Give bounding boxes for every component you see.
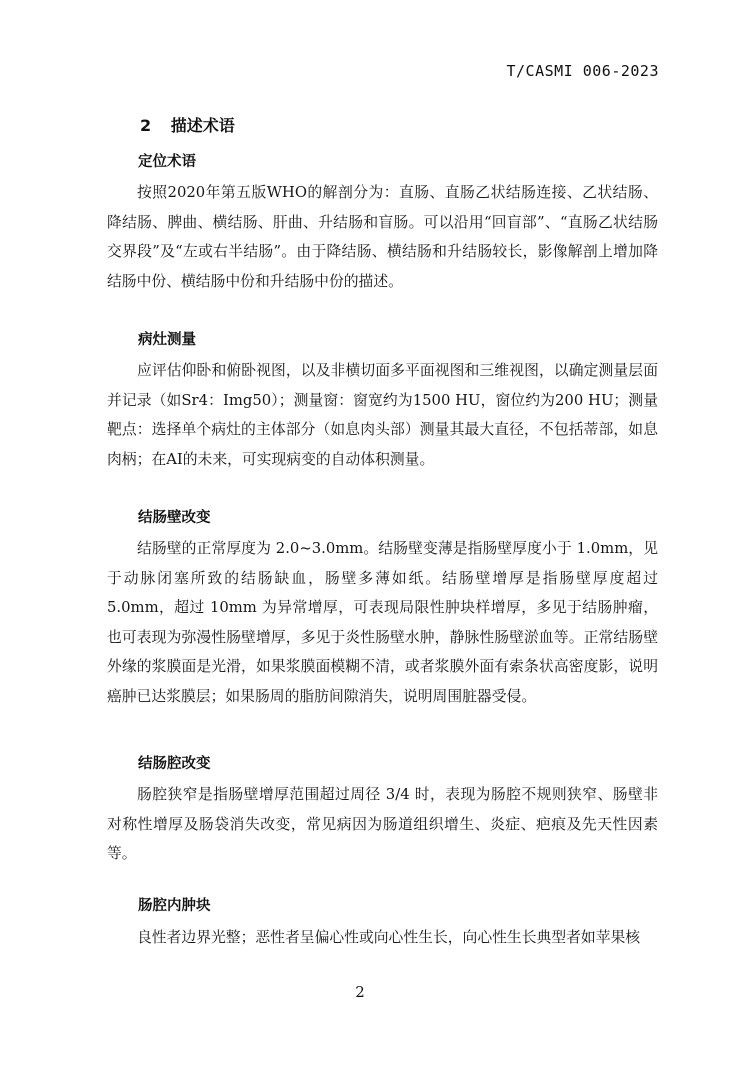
subsection-heading-location-terms: 定位术语 (138, 154, 196, 170)
section-number: 2 (140, 116, 152, 135)
page-number: 2 (355, 983, 365, 1001)
paragraph-lesion-measurement: 应评估仰卧和俯卧视图，以及非横切面多平面视图和三维视图，以确定测量层面并记录（如Sr4：Img50）；测量窗：窗宽约为1500 HU，窗位约为200 HU；测量靶点：选择单个病灶的主体部分（如息肉头部）测量其最大直径，不包括蒂部，如息肉柄；在AI的未来，可实现病变的自动体积测量。 (107, 362, 658, 468)
paragraph-colon-wall-changes: 结肠壁的正常厚度为 2.0~3.0mm。结肠壁变薄是指肠壁厚度小于 1.0mm，见于动脉闭塞所致的结肠缺血，肠壁多薄如纸。结肠壁增厚是指肠壁厚度超过 5.0mm，超过 10mm 为异常增厚，可表现局限性肿块样增厚，多见于结肠肿瘤，也可表现为弥漫性肠壁增厚，多见于炎性肠壁水肿，静脉性肠壁淤血等。正常结肠壁外缘的浆膜面是光滑，如果浆膜面模糊不清，或者浆膜外面有索条状高密度影，说明癌肿已达浆膜层；如果肠周的脂肪间隙消失，说明周围脏器受侵。 (107, 540, 658, 705)
paragraph-intraluminal-mass: 良性者边界光整；恶性者呈偏心性或向心性生长，向心性生长典型者如苹果核 (137, 929, 641, 946)
paragraph-location-terms: 按照2020年第五版WHO的解剖分为：直肠、直肠乙状结肠连接、乙状结肠、降结肠、脾曲、横结肠、肝曲、升结肠和盲肠。可以沿用“回盲部”、“直肠乙状结肠交界段”及“左或右半结肠”。由于降结肠、横结肠和升结肠较长，影像解剖上增加降结肠中份、横结肠中份和升结肠中份的描述。 (107, 184, 658, 290)
standard-code-header: T/CASMI 006-2023 (506, 62, 659, 80)
subsection-heading-intraluminal-mass: 肠腔内肿块 (138, 898, 211, 914)
section-heading (140, 113, 235, 136)
subsection-heading-colon-wall-changes: 结肠壁改变 (138, 510, 211, 526)
subsection-heading-lesion-measurement: 病灶测量 (138, 332, 196, 348)
section-title: 描述术语 (170, 116, 235, 135)
paragraph-colon-lumen-changes: 肠腔狭窄是指肠壁增厚范围超过周径 3/4 时，表现为肠腔不规则狭窄、肠壁非对称性增厚及肠袋消失改变，常见病因为肠道组织增生、炎症、疤痕及先天性因素等。 (107, 786, 658, 862)
subsection-heading-colon-lumen-changes: 结肠腔改变 (138, 756, 211, 772)
